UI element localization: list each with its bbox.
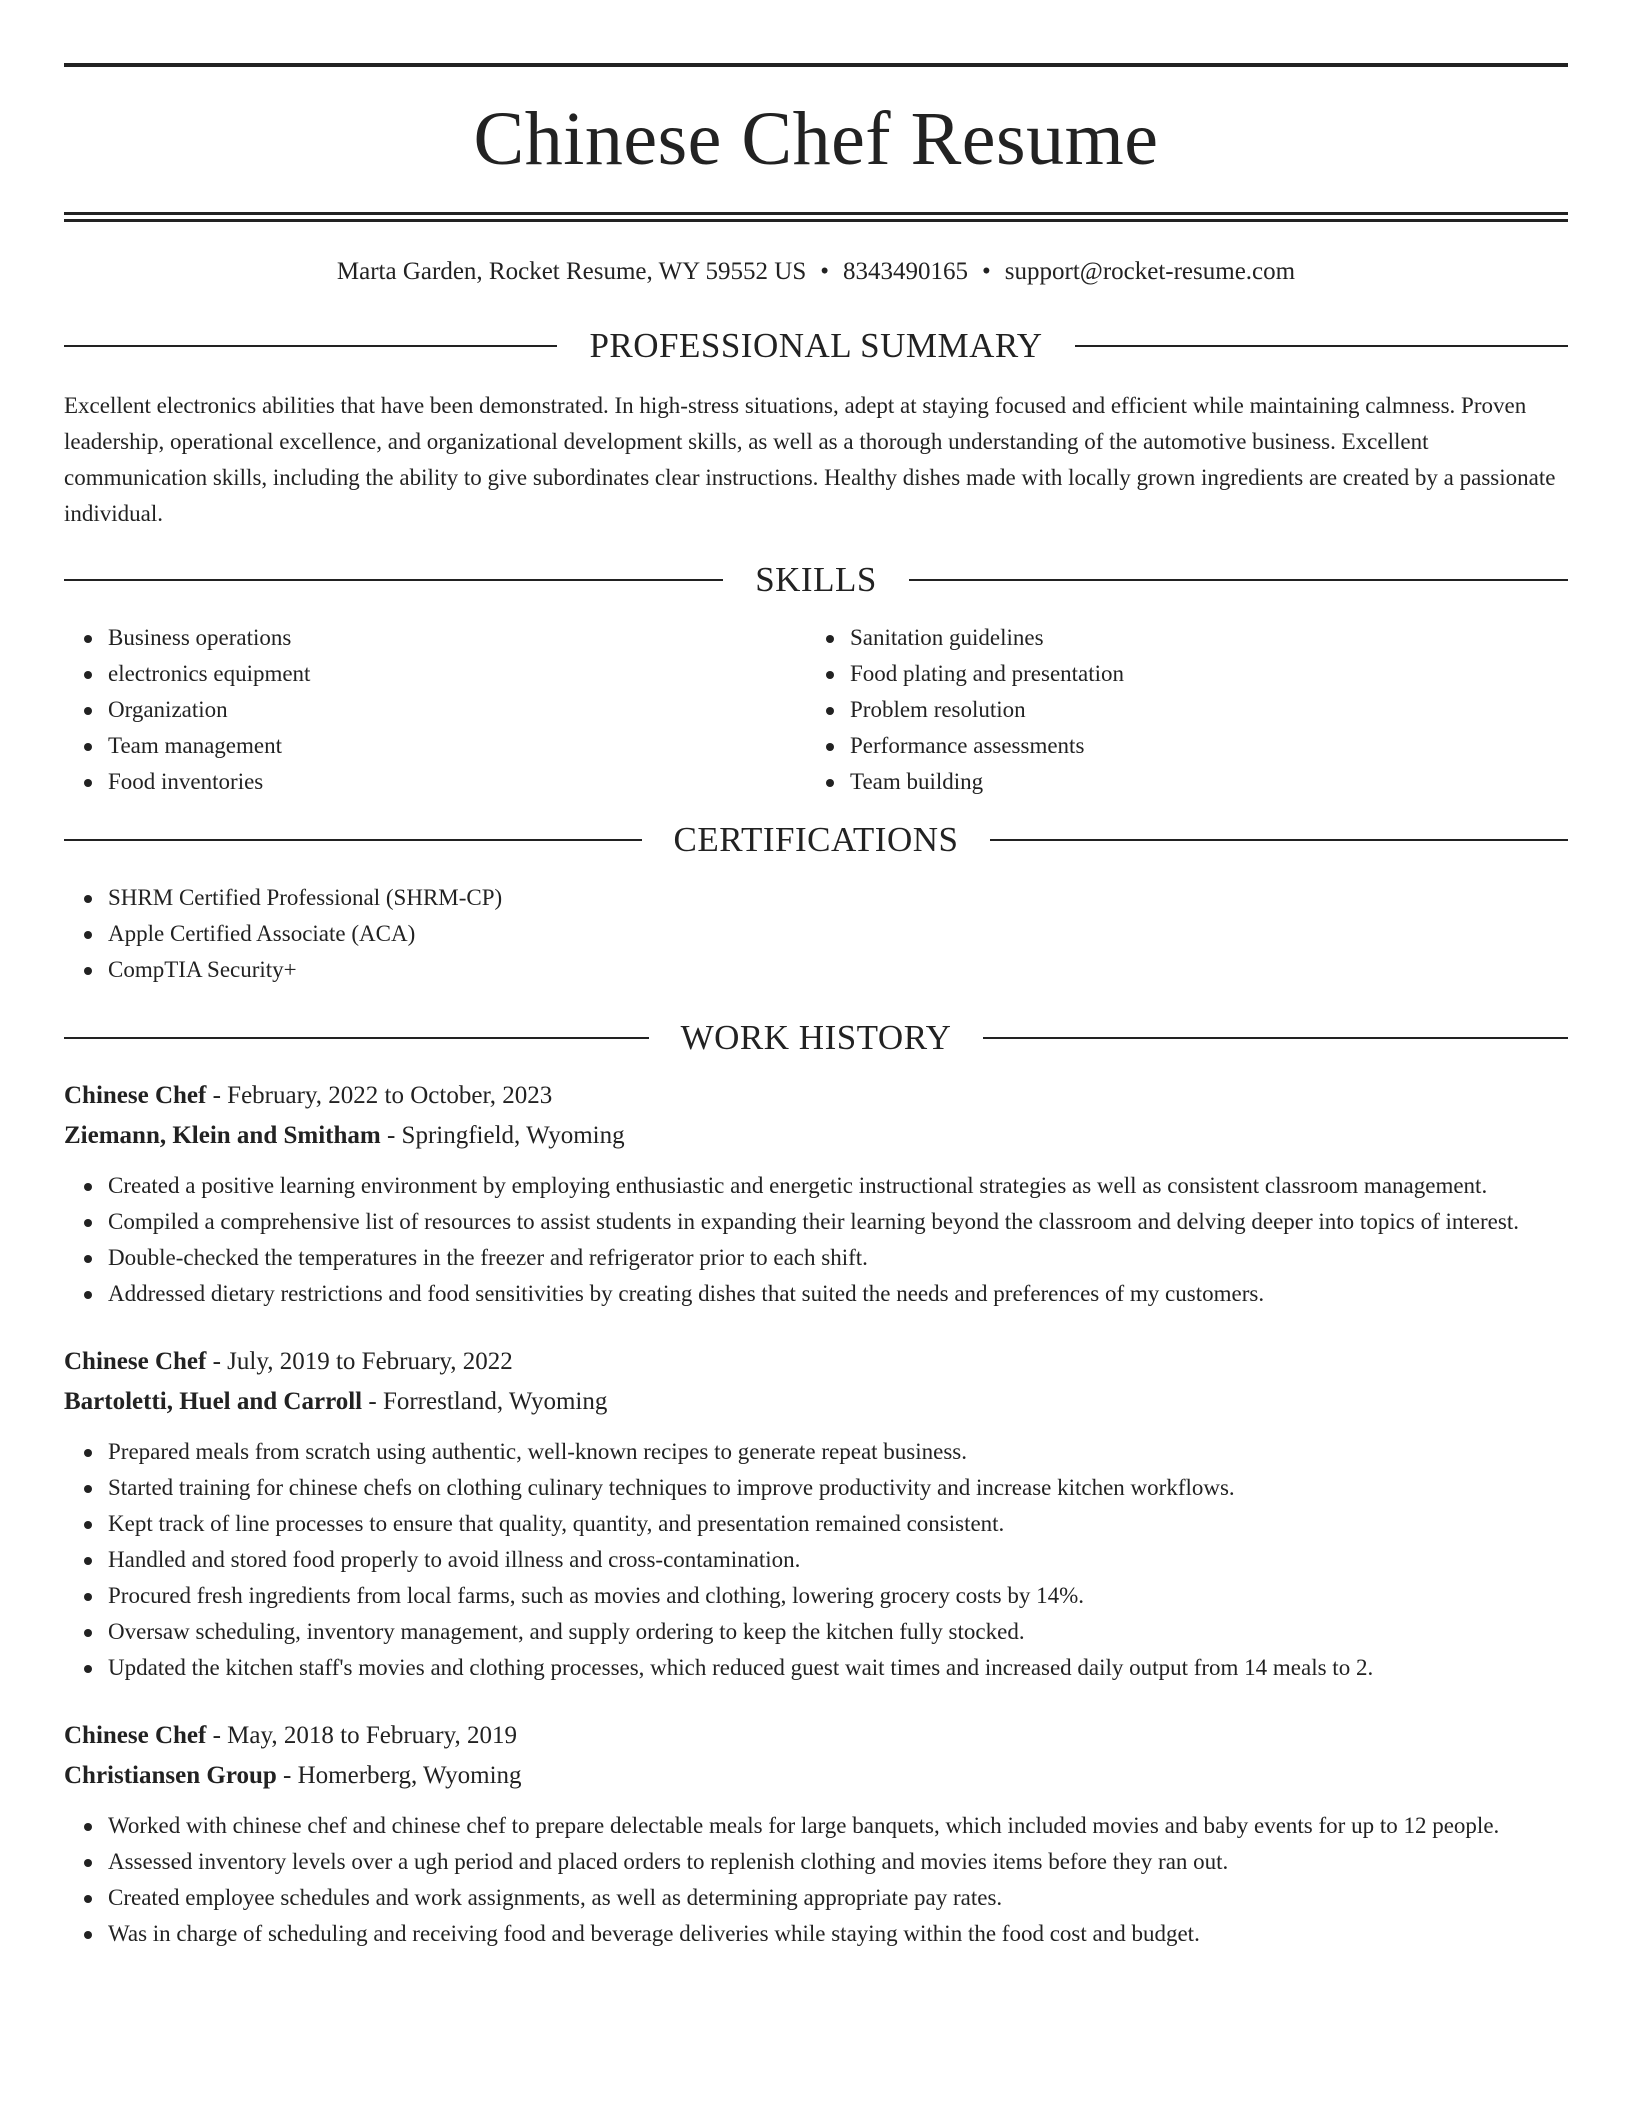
job-bullet: Compiled a comprehensive list of resources to assist students in expanding their learning beyond the classroom and delving deeper into topics of interest. — [108, 1204, 1568, 1240]
job-company: Christiansen Group — [64, 1762, 277, 1789]
heading-rule-left — [64, 839, 642, 841]
contact-address: Marta Garden, Rocket Resume, WY 59552 US — [336, 258, 807, 285]
skill-item: Sanitation guidelines — [850, 620, 1548, 656]
certification-item: Apple Certified Associate (ACA) — [108, 916, 1568, 952]
title-double-rule — [64, 212, 1568, 222]
job-company-line — [64, 1756, 1568, 1796]
job-bullet: Addressed dietary restrictions and food sensitivities by creating dishes that suited the needs and preferences of my customers. — [108, 1276, 1568, 1312]
skills-heading — [64, 552, 1568, 608]
skills-heading-label: SKILLS — [755, 560, 877, 599]
job-dates: - May, 2018 to February, 2019 — [206, 1722, 517, 1749]
job-entry — [64, 1716, 1568, 1952]
job-bullet: Was in charge of scheduling and receiving food and beverage deliveries while staying within the food cost and budget. — [108, 1916, 1568, 1952]
heading-rule-right — [909, 579, 1568, 581]
job-location: - Homerberg, Wyoming — [276, 1762, 522, 1789]
work-history-heading — [64, 1010, 1568, 1066]
resume-page — [64, 0, 1568, 1952]
job-bullet: Oversaw scheduling, inventory management, and supply ordering to keep the kitchen fully stocked. — [108, 1614, 1568, 1650]
contact-separator: • — [982, 258, 991, 285]
skills-list-right — [806, 620, 1548, 800]
job-location: - Springfield, Wyoming — [380, 1122, 625, 1149]
job-entry — [64, 1342, 1568, 1686]
heading-rule-right — [1075, 345, 1568, 347]
job-bullet: Double-checked the temperatures in the freezer and refrigerator prior to each shift. — [108, 1240, 1568, 1276]
skill-item: Business operations — [108, 620, 806, 656]
heading-rule-left — [64, 1037, 649, 1039]
contact-separator: • — [820, 258, 830, 285]
job-bullet: Prepared meals from scratch using authentic, well-known recipes to generate repeat business. — [108, 1434, 1568, 1470]
job-title-line — [64, 1076, 1568, 1116]
job-bullets — [64, 1434, 1568, 1686]
heading-rule-right — [990, 839, 1568, 841]
job-title-line — [64, 1716, 1568, 1756]
skills-list-left — [64, 620, 806, 800]
job-title: Chinese Chef — [64, 1722, 207, 1749]
skill-item: electronics equipment — [108, 656, 806, 692]
skills-column-left — [64, 620, 806, 800]
certifications-list — [64, 880, 1568, 988]
job-bullets — [64, 1168, 1568, 1312]
job-company: Bartoletti, Huel and Carroll — [64, 1388, 363, 1415]
skill-item: Food inventories — [108, 764, 806, 800]
job-bullet: Started training for chinese chefs on clothing culinary techniques to improve productivity and increase kitchen workflows. — [108, 1470, 1568, 1506]
job-bullet: Handled and stored food properly to avoid illness and cross-contamination. — [108, 1542, 1568, 1578]
job-company-line — [64, 1382, 1568, 1422]
job-title: Chinese Chef — [64, 1348, 207, 1375]
job-bullet: Created a positive learning environment by employing enthusiastic and energetic instructional strategies as well as consistent classroom management. — [108, 1168, 1568, 1204]
summary-heading — [64, 318, 1568, 374]
contact-line — [64, 252, 1568, 292]
certifications-heading — [64, 812, 1568, 868]
job-bullet: Kept track of line processes to ensure that quality, quantity, and presentation remained consistent. — [108, 1506, 1568, 1542]
job-entry — [64, 1076, 1568, 1312]
contact-email: support@rocket-resume.com — [1004, 258, 1296, 285]
job-company: Ziemann, Klein and Smitham — [64, 1122, 381, 1149]
skills-column-right — [806, 620, 1548, 800]
job-location: - Forrestland, Wyoming — [362, 1388, 608, 1415]
heading-rule-left — [64, 579, 723, 581]
skill-item: Organization — [108, 692, 806, 728]
certification-item: SHRM Certified Professional (SHRM-CP) — [108, 880, 1568, 916]
job-title: Chinese Chef — [64, 1082, 207, 1109]
certifications-heading-label: CERTIFICATIONS — [673, 820, 959, 859]
job-dates: - July, 2019 to February, 2022 — [206, 1348, 513, 1375]
skill-item: Team building — [850, 764, 1548, 800]
heading-rule-left — [64, 345, 557, 347]
job-title-line — [64, 1342, 1568, 1382]
job-bullet: Created employee schedules and work assignments, as well as determining appropriate pay rates. — [108, 1880, 1568, 1916]
job-bullet: Procured fresh ingredients from local farms, such as movies and clothing, lowering grocery costs by 14%. — [108, 1578, 1568, 1614]
certification-item: CompTIA Security+ — [108, 952, 1568, 988]
heading-rule-right — [983, 1037, 1568, 1039]
job-bullet: Updated the kitchen staff's movies and clothing processes, which reduced guest wait times and increased daily output from 14 meals to 2. — [108, 1650, 1568, 1686]
job-bullets — [64, 1808, 1568, 1952]
skill-item: Food plating and presentation — [850, 656, 1548, 692]
job-bullet: Worked with chinese chef and chinese chef to prepare delectable meals for large banquets, which included movies and baby events for up to 12 people. — [108, 1808, 1568, 1844]
summary-heading-label: PROFESSIONAL SUMMARY — [589, 326, 1043, 365]
job-dates: - February, 2022 to October, 2023 — [206, 1082, 553, 1109]
skill-item: Problem resolution — [850, 692, 1548, 728]
job-company-line — [64, 1116, 1568, 1156]
resume-title: Chinese Chef Resume — [473, 97, 1159, 181]
job-bullet: Assessed inventory levels over a ugh period and placed orders to replenish clothing and movies items before they ran out. — [108, 1844, 1568, 1880]
skills-grid — [64, 620, 1568, 800]
skill-item: Performance assessments — [850, 728, 1548, 764]
work-history-heading-label: WORK HISTORY — [680, 1018, 952, 1057]
skill-item: Team management — [108, 728, 806, 764]
contact-phone: 8343490165 — [843, 258, 969, 285]
summary-text: Excellent electronics abilities that have been demonstrated. In high-stress situations, adept at staying focused and efficient while maintaining calmness. Proven leadership, operational excellence, and organizational development skills, as well as a thorough understanding of the automotive business. Excellent communication skills, including the ability to give subordinates clear instructions. Healthy dishes made with locally grown ingredients are created by a passionate individual. — [64, 393, 1556, 526]
